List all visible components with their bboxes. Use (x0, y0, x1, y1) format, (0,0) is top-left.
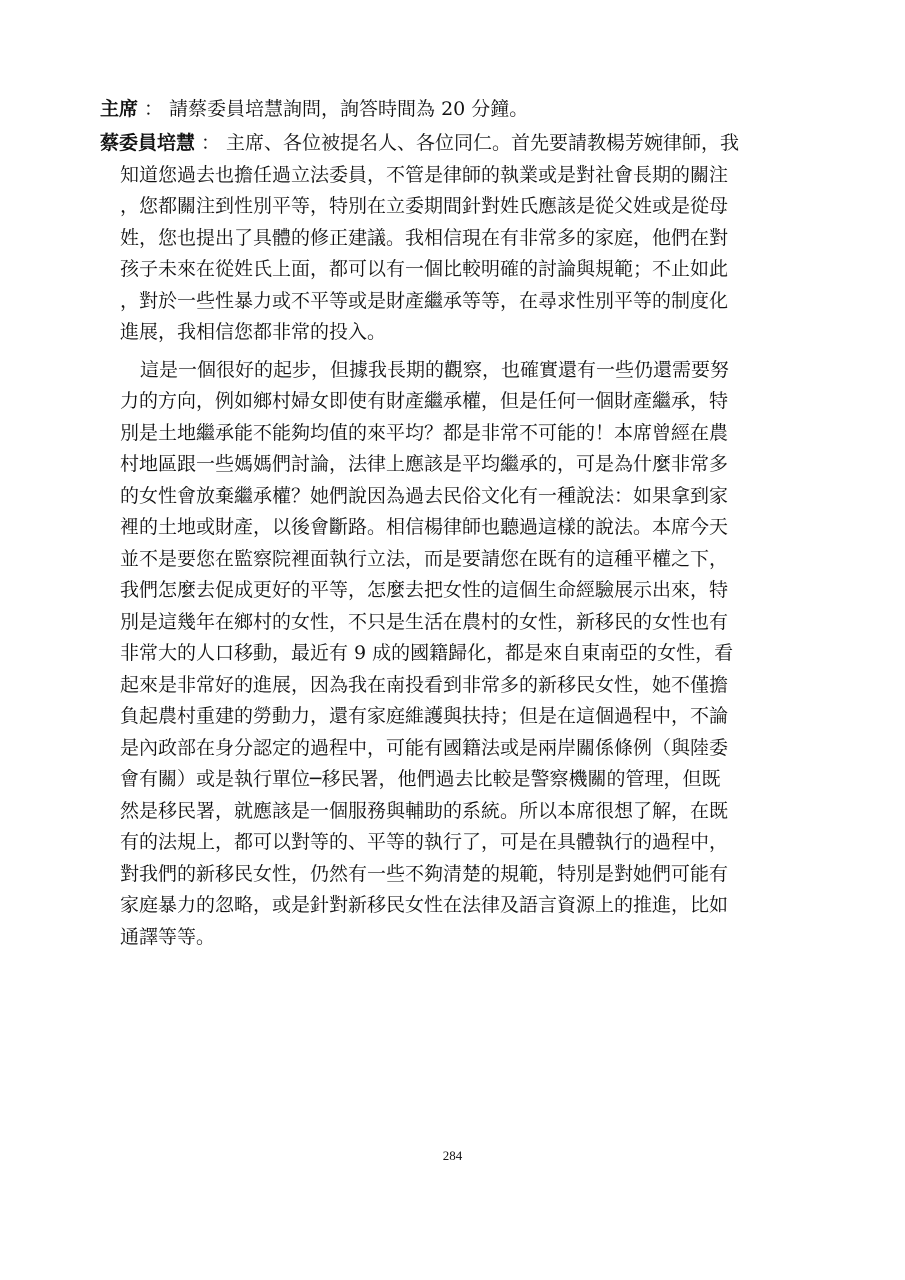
speaker-colon: ： (201, 132, 221, 154)
speech-line: 知道您過去也擔任過立法委員，不管是律師的執業或是對社會長期的關注 (120, 163, 729, 186)
speech-text: 主席、各位被提名人、各位同仁。首先要請教楊芳婉律師，我 (226, 132, 740, 154)
page-number: 284 (442, 1148, 463, 1163)
speech-line: 會有關）或是執行單位─移民署，他們過去比較是警察機關的管理，但既 (120, 768, 721, 790)
speech-line: ，您都關注到性別平等，特別在立委期間針對姓氏應該是從父姓或是從母 (120, 195, 729, 217)
speech-line: 別是這幾年在鄉村的女性，不只是生活在農村的女性，新移民的女性也有 (120, 610, 729, 633)
paragraph-start-line: 這是一個很好的起步，但據我長期的觀察，也確實還有一些仍還需要努 (140, 358, 730, 381)
speech-line: 然是移民署，就應該是一個服務與輔助的系統。所以本席很想了解，在既 (120, 799, 729, 822)
speech-line: 的女性會放棄繼承權？她們說因為過去民俗文化有一種說法：如果拿到家 (120, 484, 729, 507)
speech-line: 負起農村重建的勞動力，還有家庭維護與扶持；但是在這個過程中，不論 (120, 705, 729, 727)
speech-line: 姓，您也提出了具體的修正建議。我相信現在有非常多的家庭，他們在對 (120, 226, 729, 249)
speech-line: 通譯等等。 (120, 925, 216, 948)
speech-line: 是內政部在身分認定的過程中，可能有國籍法或是兩岸關係條例（與陸委 (120, 736, 729, 759)
speech-line: 村地區跟一些媽媽們討論，法律上應該是平均繼承的，可是為什麼非常多 (120, 453, 729, 475)
speech-line: 別是土地繼承能不能夠均值的來平均？都是非常不可能的！本席曾經在農 (120, 421, 729, 444)
chair-speech (100, 94, 804, 126)
speech-line: 孩子未來在從姓氏上面，都可以有一個比較明確的討論與規範；不止如此 (120, 258, 729, 280)
speech-line: 進展，我相信您都非常的投入。 (120, 321, 387, 343)
speaker-colon: ： (144, 98, 164, 120)
speech-line: 並不是要您在監察院裡面執行立法，而是要請您在既有的這種平權之下， (120, 547, 729, 570)
speech-line: 力的方向，例如鄉村婦女即使有財產繼承權，但是任何一個財產繼承，特 (120, 390, 729, 412)
speech-line: 我們怎麼去促成更好的平等，怎麼去把女性的這個生命經驗展示出來，特 (120, 579, 729, 601)
speech-line: ，對於一些性暴力或不平等或是財產繼承等等，在尋求性別平等的制度化 (120, 289, 729, 312)
speech-line: 裡的土地或財產，以後會斷路。相信楊律師也聽過這樣的說法。本席今天 (120, 516, 729, 538)
speech-line: 家庭暴力的忽略，或是針對新移民女性在法律及語言資源上的推進，比如 (120, 894, 729, 916)
chair-speech-text: 請蔡委員培慧詢問，詢答時間為 20 分鐘。 (169, 98, 529, 120)
speech-line: 起來是非常好的進展，因為我在南投看到非常多的新移民女性，她不僅擔 (120, 673, 729, 696)
speech-line: 非常大的人口移動，最近有 9 成的國籍歸化，都是來自東南亞的女性，看 (120, 642, 734, 664)
speaker-name-tsai: 蔡委員培慧 (100, 132, 196, 154)
speech-line (100, 128, 804, 160)
chair-speech-line (100, 94, 804, 126)
speech-line: 有的法規上，都可以對等的、平等的執行了，可是在具體執行的過程中， (120, 831, 729, 853)
tsai-speech (100, 128, 804, 953)
speaker-name-chair: 主席 (100, 98, 139, 120)
speech-line: 對我們的新移民女性，仍然有一些不夠清楚的規範，特別是對她們可能有 (120, 862, 729, 885)
